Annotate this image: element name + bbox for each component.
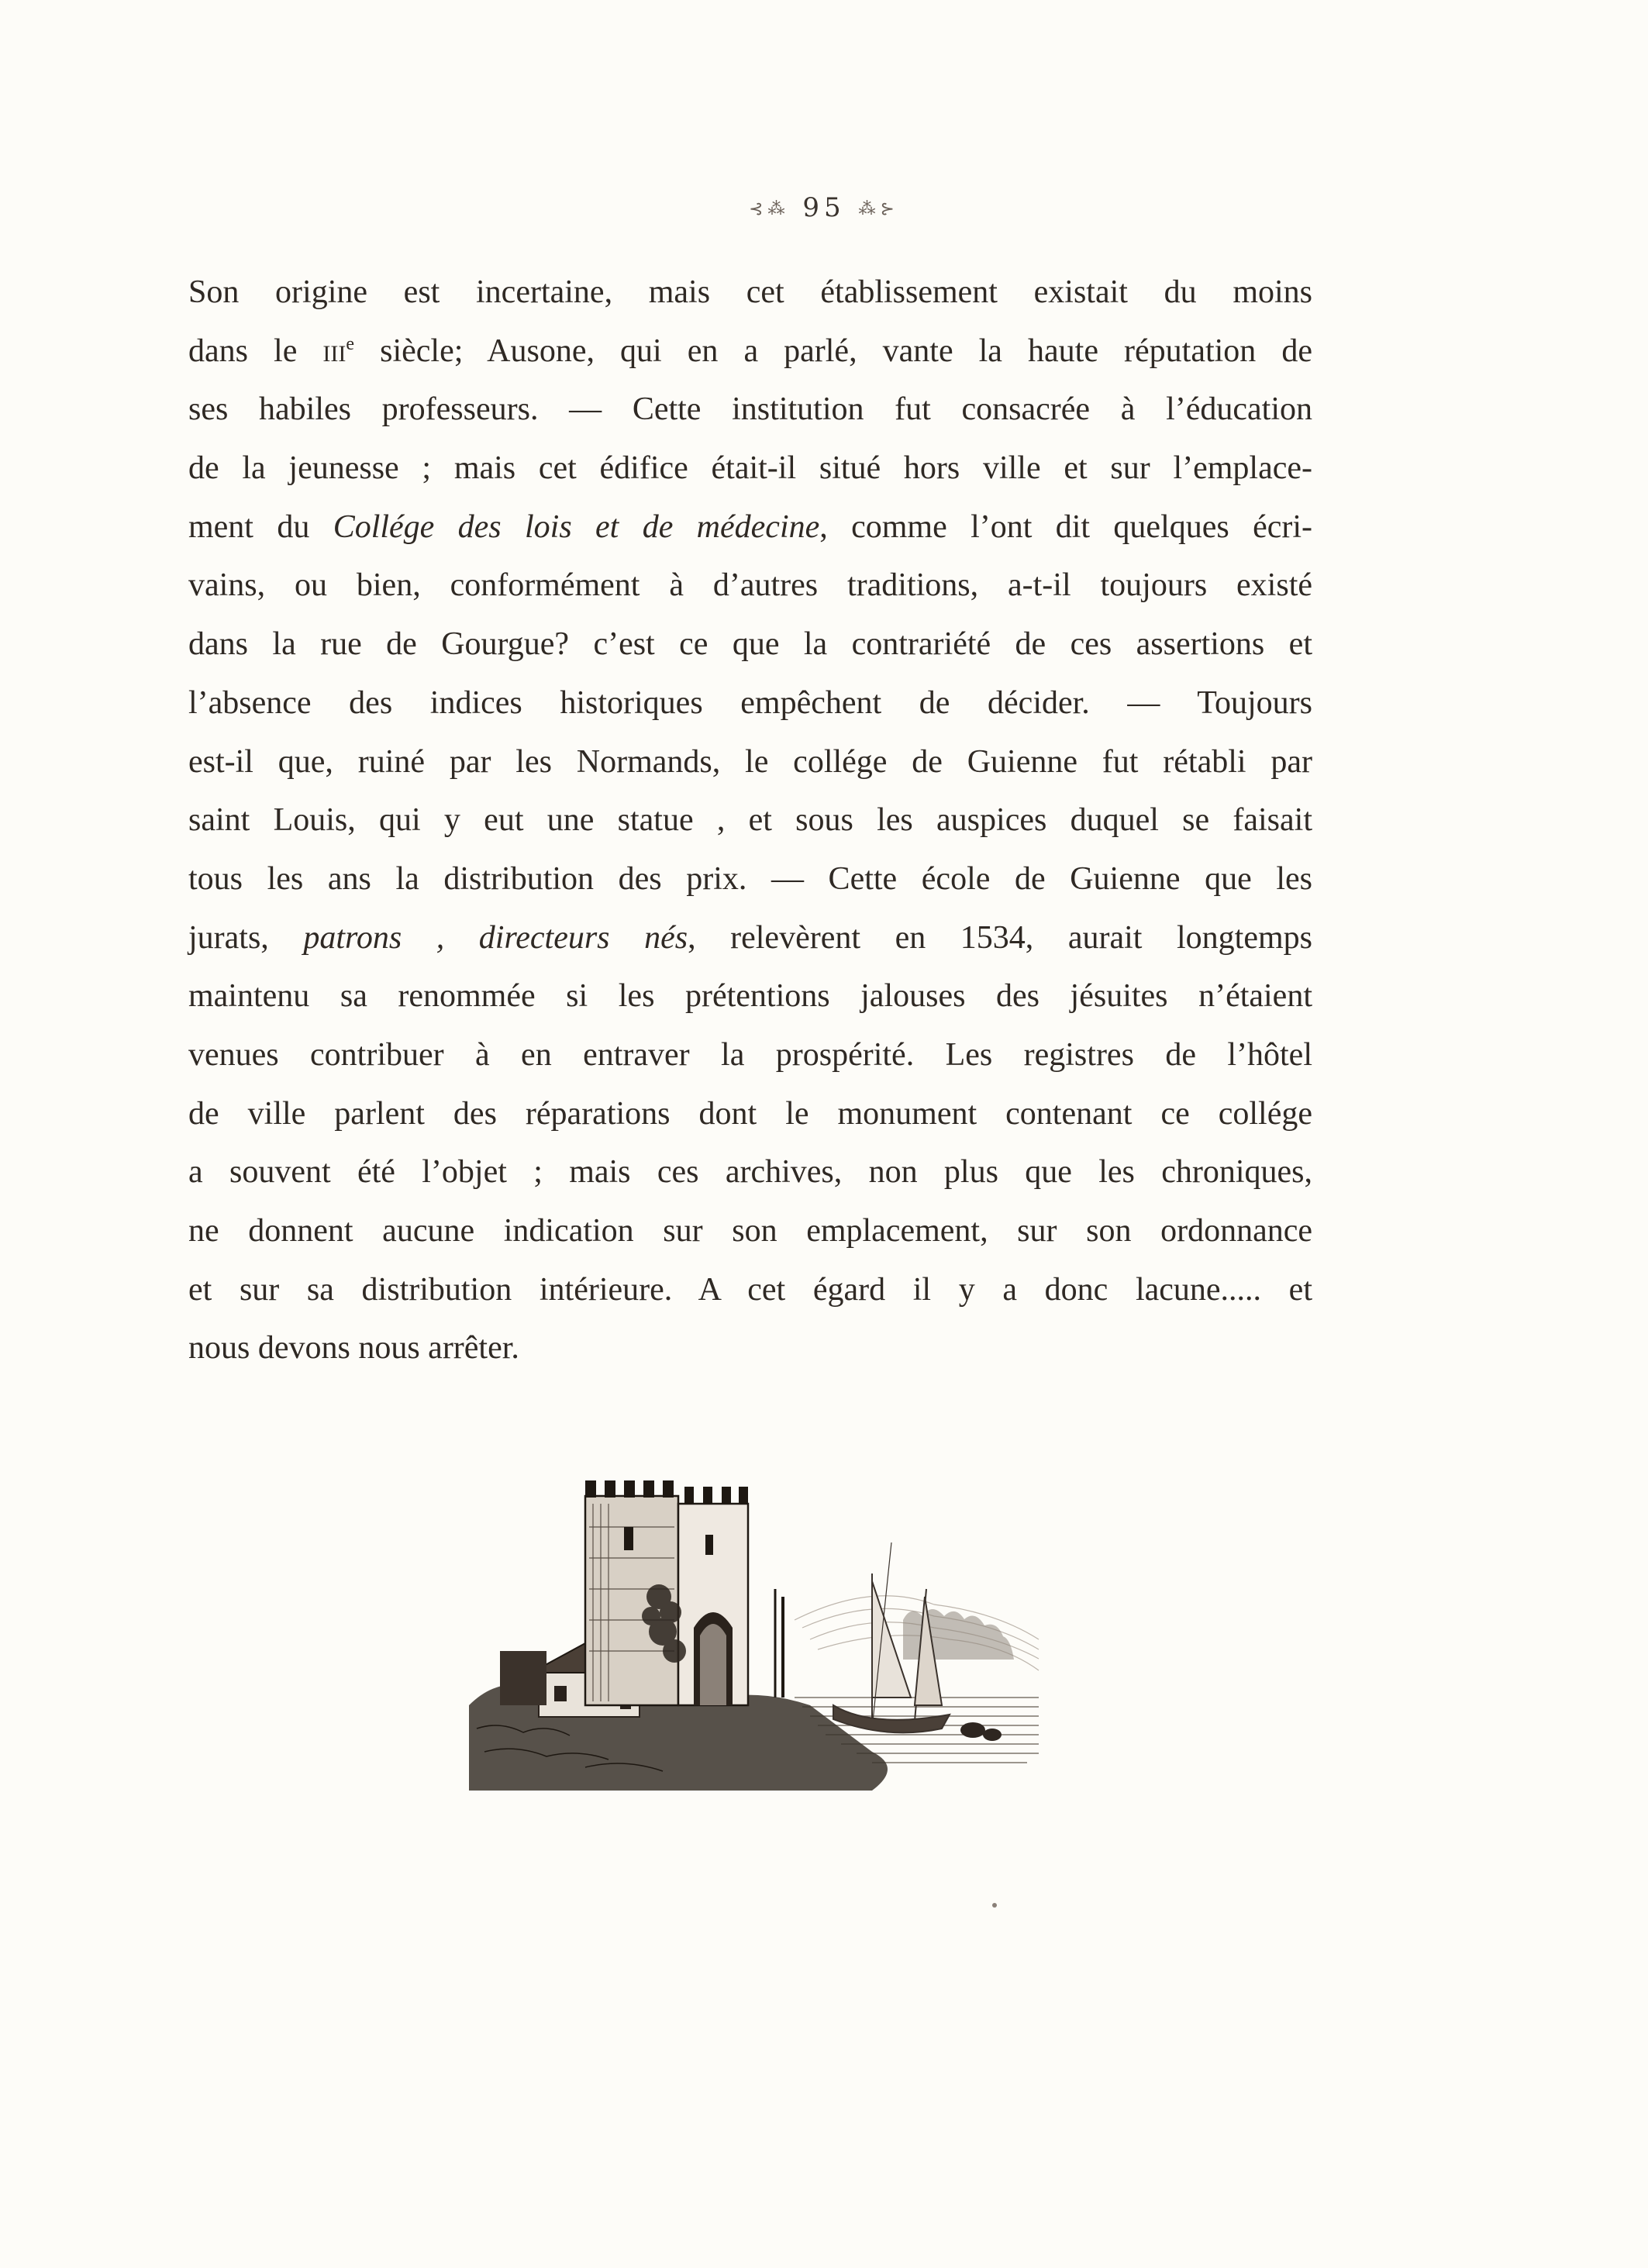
text-line: l’absence des indices historiques empêchent de décider. — Toujours [188,684,1312,721]
text-line: nous devons nous arrêter. [188,1330,519,1367]
text-line: a souvent été l’objet ; mais ces archives, non plus que les chroniques, [188,1154,1312,1191]
text-line: ne donnent aucune indication sur son emplacement, sur son ordonnance [188,1213,1312,1249]
text-line: est-il que, ruiné par les Normands, le collége de Guienne fut rétabli par [188,743,1312,780]
text-line: venues contribuer à en entraver la prospérité. Les registres de l’hôtel [188,1036,1312,1073]
speck [992,1903,997,1908]
text-line: ment du Collége des lois et de médecine, comme l’ont dit quelques écri- [188,508,1312,545]
text-line: jurats, patrons , directeurs nés, relevèrent en 1534, aurait longtemps [188,919,1312,956]
page-number: 95 [802,192,846,223]
text-line: saint Louis, qui y eut une statue , et sous les auspices duquel se faisait [188,802,1312,839]
italic-phrase: patrons , directeurs nés [303,919,688,956]
italic-title: Collége des lois et de médecine [333,508,820,545]
text-line: vains, ou bien, conformément à d’autres traditions, a-t-il toujours existé [188,567,1312,604]
text-line: Son origine est incertaine, mais cet établissement existait du moins [188,274,1312,310]
text-line: dans le IIIe siècle; Ausone, qui en a parlé, vante la haute réputation de [188,333,1312,369]
text-line: dans la rue de Gourgue? c’est ce que la contrariété de ces assertions et [188,626,1312,663]
page-header [0,192,1648,223]
text-line: tous les ans la distribution des prix. — Cette école de Guienne que les [188,860,1312,897]
left-ornament: ⊰⁂ [749,199,790,219]
tower-engraving-vignette [469,1473,1043,1802]
text-line: de ville parlent des réparations dont le monument contenant ce collége [188,1095,1312,1132]
text-line: et sur sa distribution intérieure. A cet égard il y a donc lacune..... et [188,1271,1312,1308]
text-line: de la jeunesse ; mais cet édifice était-il situé hors ville et sur l’emplace- [188,450,1312,487]
text-line: ses habiles professeurs. — Cette institution fut consacrée à l’éducation [188,391,1312,428]
right-ornament: ⁂⊱ [858,199,899,219]
body-paragraph [188,264,1312,1378]
text-line: maintenu sa renommée si les prétentions jalouses des jésuites n’étaient [188,978,1312,1015]
